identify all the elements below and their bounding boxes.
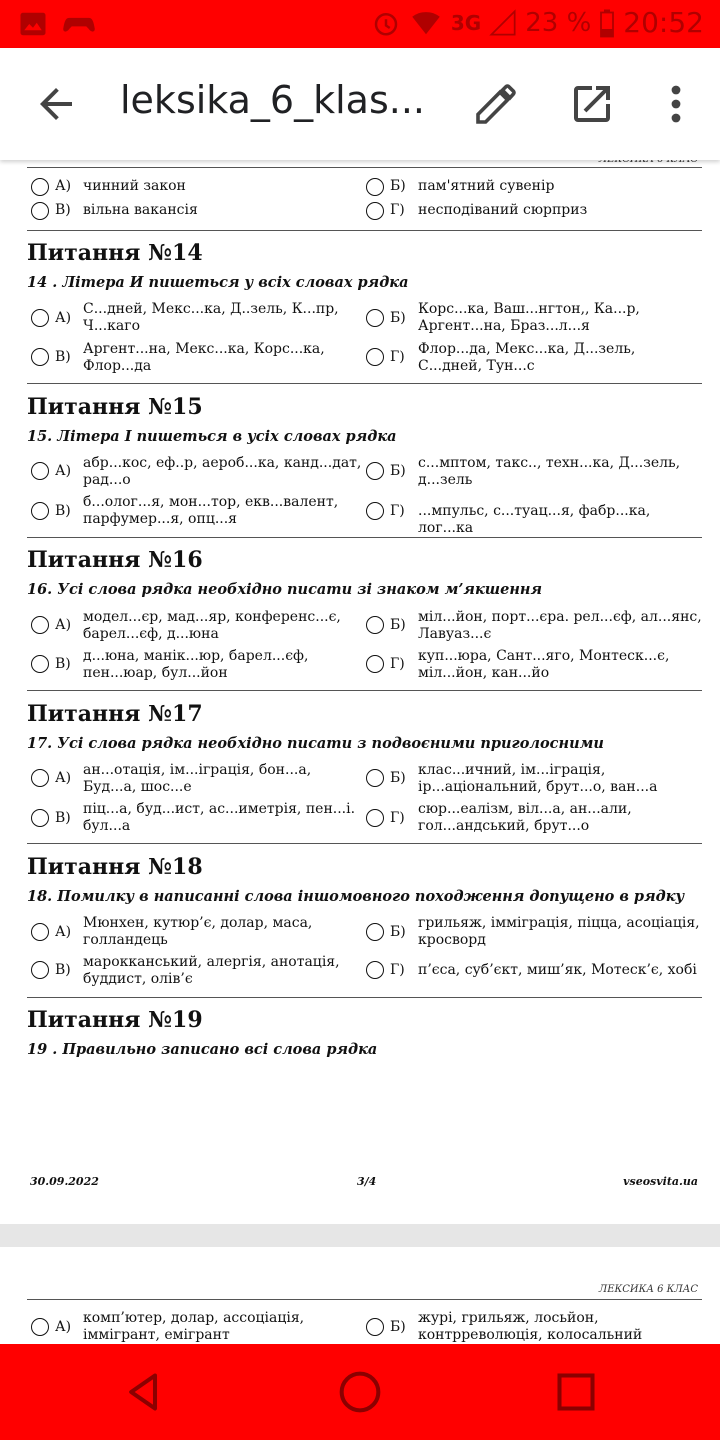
option-text: с...мптом, такс.., техн...ка, Д...зель, д...зель (418, 455, 681, 488)
question-text: 17. Усі слова рядка необхідно писати з подвоєними приголосними (27, 735, 604, 752)
radio-button[interactable] (31, 202, 49, 220)
option-text: д...юна, манік...юр, барел...єф, пен...юар, бул...йон (83, 648, 309, 681)
option-letter: Б) (390, 310, 406, 326)
option-letter: Г) (390, 656, 405, 672)
option-text: піц...а, буд...ист, ас...иметрія, пен...і. бул...а (83, 801, 356, 834)
option-letter: А) (55, 924, 72, 940)
radio-button[interactable] (366, 809, 384, 827)
option-letter: Г) (390, 349, 405, 365)
option-text: б...олог...я, мон...тор, екв...валент, парфумер...я, опц...я (83, 494, 339, 527)
option-text: С...дней, Мекс...ка, Д..зель, К...пр, Ч...каго (83, 301, 339, 334)
recents-square-icon[interactable] (554, 1370, 598, 1414)
radio-button[interactable] (366, 769, 384, 787)
option-text: Аргент...на, Мекс...ка, Корс...ка, Флор...да (83, 341, 325, 374)
open-external-icon[interactable] (568, 80, 616, 128)
option-letter: Б) (390, 178, 406, 194)
option-letter: Г) (390, 810, 405, 826)
back-triangle-icon[interactable] (122, 1370, 166, 1414)
question-text: 15. Літера І пишеться в усіх словах рядка (27, 428, 397, 445)
radio-button[interactable] (31, 348, 49, 366)
option-letter: А) (55, 617, 72, 633)
option-text: Флор...да, Мекс...ка, Д...зель, С...дней, Тун...с (418, 341, 636, 374)
app-bar (0, 48, 720, 160)
gamepad-icon (62, 9, 96, 39)
option-letter: В) (55, 962, 71, 978)
option-text: п’єса, суб’єкт, миш’як, Мотеск’є, хобі (418, 962, 697, 978)
question-heading: Питання №18 (27, 854, 203, 880)
battery-icon (599, 8, 615, 38)
radio-button[interactable] (366, 961, 384, 979)
option-text: вільна вакансія (83, 202, 198, 218)
divider (27, 997, 702, 998)
navigation-bar (0, 1344, 720, 1440)
radio-button[interactable] (31, 462, 49, 480)
option-letter: В) (55, 656, 71, 672)
option-text: марокканський, алергія, анотація, буддист, олів’є (83, 954, 340, 987)
option-letter: Б) (390, 770, 406, 786)
page-header: ЛЕКСИКА 6 КЛАС (598, 1284, 698, 1295)
option-letter: Г) (390, 962, 405, 978)
option-text: журі, грильяж, лосьйон, контрреволюція, колосальний (418, 1310, 643, 1343)
option-text: грильяж, імміграція, піцца, асоціація, кросворд (418, 915, 700, 948)
back-arrow-icon[interactable] (32, 80, 80, 128)
option-letter: Б) (390, 1319, 406, 1335)
network-type: 3G (450, 10, 482, 35)
home-circle-icon[interactable] (338, 1370, 382, 1414)
question-text: 18. Помилку в написанні слова іншомовного походження допущено в рядку (27, 888, 685, 905)
radio-button[interactable] (31, 809, 49, 827)
radio-button[interactable] (366, 202, 384, 220)
divider (27, 537, 702, 538)
question-heading: Питання №14 (27, 240, 203, 266)
radio-button[interactable] (31, 309, 49, 327)
radio-button[interactable] (366, 655, 384, 673)
option-letter: А) (55, 463, 72, 479)
option-letter: В) (55, 349, 71, 365)
option-letter: А) (55, 178, 72, 194)
option-text: ...мпульс, с...туац...я, фабр...ка, лог...ка (418, 503, 651, 536)
divider (27, 690, 702, 691)
radio-button[interactable] (31, 961, 49, 979)
option-letter: Б) (390, 924, 406, 940)
option-text: абр...кос, еф..р, аероб...ка, канд...дат, рад...о (83, 455, 362, 488)
signal-icon (489, 8, 517, 38)
radio-button[interactable] (31, 769, 49, 787)
radio-button[interactable] (366, 348, 384, 366)
image-icon (18, 9, 48, 39)
radio-button[interactable] (366, 309, 384, 327)
battery-percent: 23 % (525, 7, 592, 38)
option-text: модел...єр, мад...яр, конференс...є, барел...єф, д...юна (83, 609, 341, 642)
option-text: сюр...еалізм, віл...а, ан...али, гол...андський, брут...о (418, 801, 632, 834)
question-heading: Питання №16 (27, 547, 203, 573)
question-text: 16. Усі слова рядка необхідно писати зі знаком м’якшення (27, 581, 543, 598)
option-letter: А) (55, 770, 72, 786)
radio-button[interactable] (366, 923, 384, 941)
option-letter: Б) (390, 617, 406, 633)
alarm-icon (371, 8, 401, 38)
option-text: клас...ичний, ім...іграція, ір...аціональний, брут...о, ван...а (418, 762, 658, 795)
more-vert-icon[interactable] (652, 80, 700, 128)
option-letter: В) (55, 810, 71, 826)
document-page (0, 160, 720, 1224)
question-heading: Питання №15 (27, 394, 203, 420)
option-text: ан...отація, ім...іграція, бон...а, Буд...а, шос...е (83, 762, 312, 795)
question-heading: Питання №17 (27, 701, 203, 727)
divider (27, 1299, 702, 1300)
option-text: міл...йон, порт...єра. рел...єф, ал...янс, Лавуаз...є (418, 609, 702, 642)
document-title: leksika_6_klas... (120, 78, 425, 122)
option-text: Корс...ка, Ваш...нгтон,, Ка...р, Аргент...на, Браз...л...я (418, 301, 640, 334)
option-letter: А) (55, 1319, 72, 1335)
option-text: несподіваний сюрприз (418, 202, 588, 218)
status-bar (0, 0, 720, 48)
option-text: куп...юра, Сант...яго, Монтеск...є, міл...йон, кан...йо (418, 648, 670, 681)
divider (27, 383, 702, 384)
clock: 20:52 (623, 6, 704, 39)
edit-pencil-icon[interactable] (472, 80, 520, 128)
radio-button[interactable] (366, 616, 384, 634)
divider (27, 843, 702, 844)
divider (27, 167, 702, 168)
radio-button[interactable] (31, 1318, 49, 1336)
footer-page-number: 3/4 (357, 1175, 377, 1188)
radio-button[interactable] (31, 178, 49, 196)
radio-button[interactable] (31, 502, 49, 520)
footer-site: vseosvita.ua (623, 1175, 698, 1188)
option-text: комп’ютер, долар, ассоціація, іммігрант, емігрант (83, 1310, 305, 1343)
question-text: 14 . Літера И пишеться у всіх словах рядка (27, 274, 409, 291)
wifi-icon (409, 8, 443, 38)
radio-button[interactable] (366, 1318, 384, 1336)
radio-button[interactable] (31, 655, 49, 673)
radio-button[interactable] (366, 502, 384, 520)
footer-date: 30.09.2022 (30, 1175, 99, 1188)
question-text: 19 . Правильно записано всі слова рядка (27, 1041, 378, 1058)
option-letter: Г) (390, 202, 405, 218)
radio-button[interactable] (366, 462, 384, 480)
radio-button[interactable] (366, 178, 384, 196)
divider (27, 230, 702, 231)
option-letter: Г) (390, 503, 405, 519)
option-letter: А) (55, 310, 72, 326)
option-text: Мюнхен, кутюр’є, долар, маса, голландець (83, 915, 313, 948)
radio-button[interactable] (31, 923, 49, 941)
question-heading: Питання №19 (27, 1007, 203, 1033)
radio-button[interactable] (31, 616, 49, 634)
option-letter: В) (55, 503, 71, 519)
option-letter: Б) (390, 463, 406, 479)
option-letter: В) (55, 202, 71, 218)
option-text: чинний закон (83, 178, 186, 194)
document-page (0, 1247, 720, 1344)
option-text: пам'ятний сувенір (418, 178, 555, 194)
